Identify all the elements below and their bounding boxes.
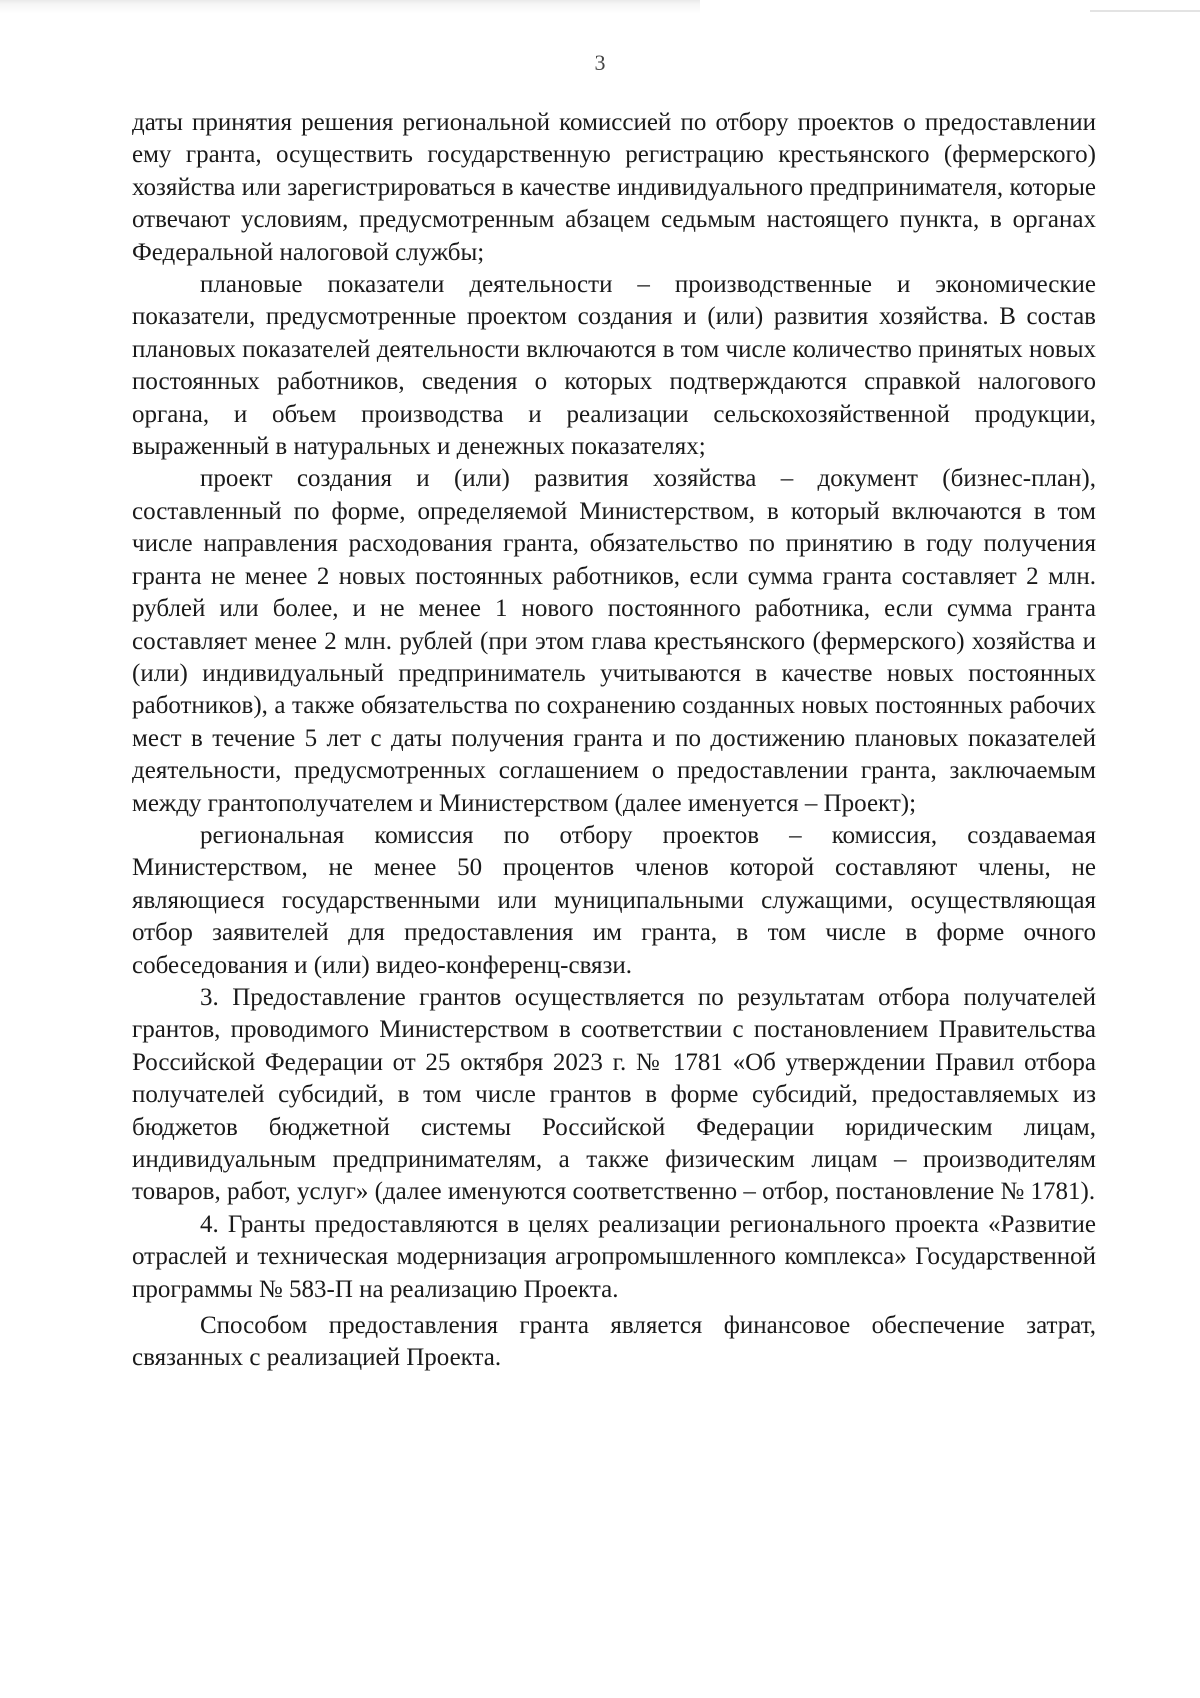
scan-edge-artifact	[1090, 10, 1200, 12]
paragraph: проект создания и (или) развития хозяйства – документ (бизнес-план), составленный по форме, определяемой Министерством, в который включаются в том числе направления расходования гранта, обязательство по принятию в году получения гранта не менее 2 новых постоянных работников, если сумма гранта составляет 2 млн. рублей или более, и не менее 1 нового постоянного работника, если сумма гранта составляет менее 2 млн. рублей (при этом глава крестьянского (фермерского) хозяйства и (или) индивидуальный предприниматель учитываются в качестве новых постоянных работников), а также обязательства по сохранению созданных новых постоянных рабочих мест в течение 5 лет с даты получения гранта и по достижению плановых показателей деятельности, предусмотренных соглашением о предоставлении гранта, заключаемым между грантополучателем и Министерством (далее именуется – Проект);	[132, 465, 1096, 817]
paragraph: 3. Предоставление грантов осуществляется по результатам отбора получателей грантов, проводимого Министерством в соответствии с постановлением Правительства Российской Федерации от 25 октября 2023 г. № 1781 «Об утверждении Правил отбора получателей субсидий, в том числе грантов в форме субсидий, предоставляемых из бюджетов бюджетной системы Российской Федерации юридическим лицам, индивидуальным предпринимателям, а также физическим лицам – производителям товаров, работ, услуг» (далее именуются соответственно – отбор, постановление № 1781).	[132, 983, 1096, 1206]
page-number: 3	[594, 50, 606, 75]
paragraph: даты принятия решения региональной комиссией по отбору проектов о предоставлении ему гранта, осуществить государственную регистрацию крестьянского (фермерского) хозяйства или зарегистрироваться в качестве индивидуального предпринимателя, которые отвечают условиям, предусмотренным абзацем седьмым настоящего пункта, в органах Федеральной налоговой службы;	[132, 109, 1096, 266]
paragraph: 4. Гранты предоставляются в целях реализации регионального проекта «Развитие отраслей и техническая модернизация агропромышленного комплекса» Государственной программы № 583-П на реализацию Проекта.	[132, 1210, 1096, 1303]
paragraph: Способом предоставления гранта является финансовое обеспечение затрат, связанных с реализацией Проекта.	[132, 1312, 1096, 1372]
paragraph: региональная комиссия по отбору проектов – комиссия, создаваемая Министерством, не менее 50 процентов членов которой составляют члены, не являющиеся государственными или муниципальными служащими, осуществляющая отбор заявителей для предоставления им гранта, в том числе в форме очного собеседования и (или) видео-конференц-связи.	[132, 821, 1096, 979]
document-body	[132, 107, 1096, 1375]
scan-edge-artifact	[0, 0, 700, 14]
paragraph: плановые показатели деятельности – производственные и экономические показатели, предусмотренные проектом создания и (или) развития хозяйства. В состав плановых показателей деятельности включаются в том числе количество принятых новых постоянных работников, сведения о которых подтверждаются справкой налогового органа, и объем производства и реализации сельскохозяйственной продукции, выраженный в натуральных и денежных показателях;	[132, 271, 1096, 461]
